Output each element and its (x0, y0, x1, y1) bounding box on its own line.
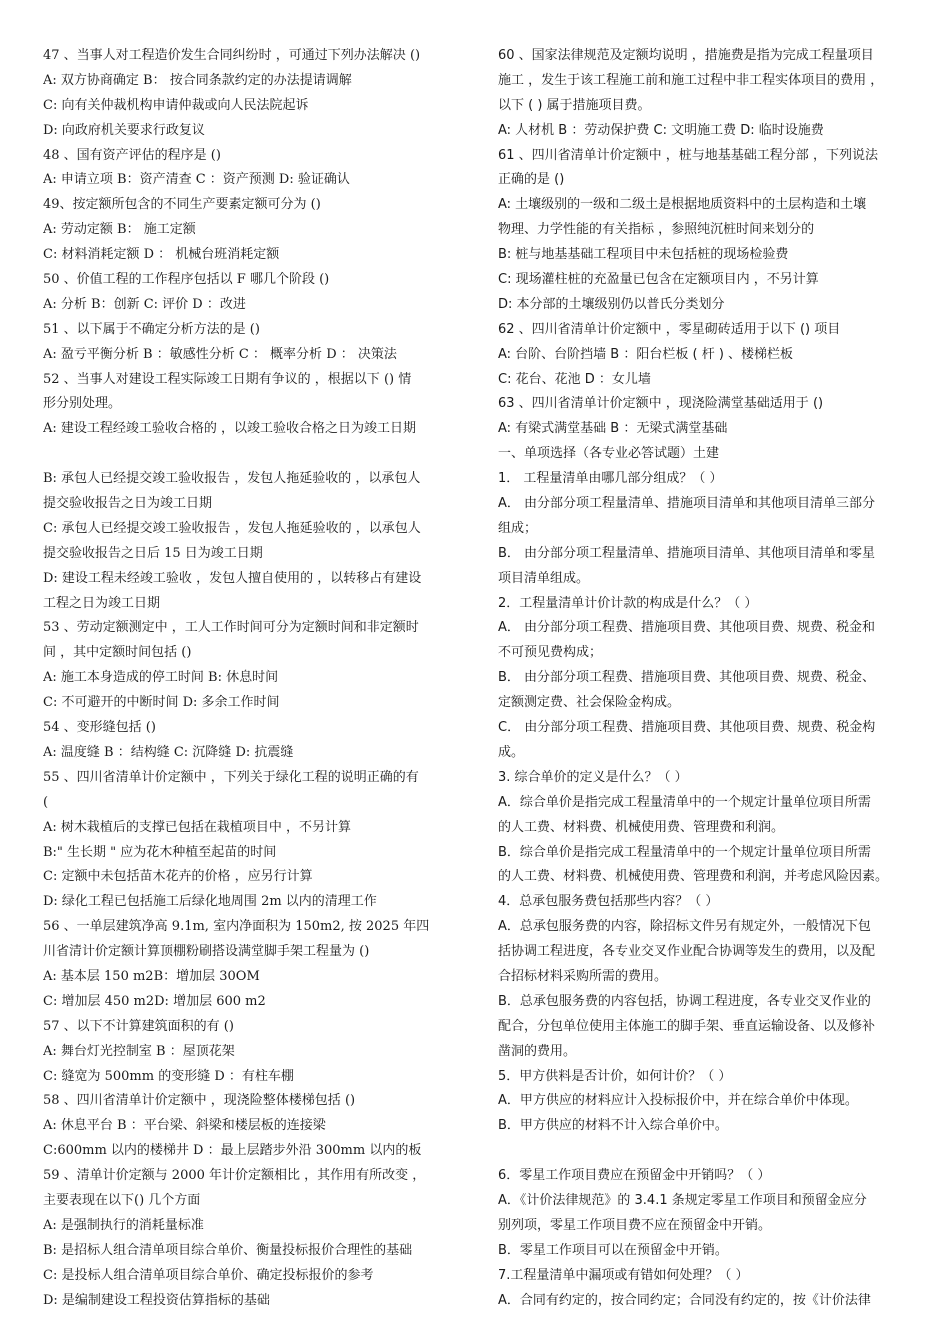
text-line: A: 建设工程经竣工验收合格的 ，以竣工验收合格之日为竣工日期 (43, 421, 417, 437)
text-line: 49、按定额所包含的不同生产要素定额可分为 () (43, 197, 321, 213)
text-line: 施工 ，发生于该工程施工前和施工过程中非工程实体项目的费用 ， (498, 72, 884, 88)
text-line: 60 、国家法律规范及定额均说明 ，措施费是指为完成工程量项目 (498, 48, 874, 63)
text-line: 组成； (498, 520, 538, 536)
text-line: D: 是编制建设工程投资估算指标的基础 (43, 1292, 270, 1308)
text-line: A． 由分部分项工程量清单、措施项目清单和其他项目清单三部分 (498, 496, 876, 512)
text-line: 2．工程量清单计价计款的构成是什么？（ ） (498, 595, 758, 611)
text-line: D: 本分部的土壤级别仍以普氏分类划分 (498, 296, 725, 312)
text-line: C: 不可避开的中断时间 D: 多余工作时间 (43, 695, 280, 711)
text-line: ( (43, 794, 49, 810)
text-line: B: 是招标人组合清单项目综合单价、衡量投标报价合理性的基础 (43, 1242, 413, 1258)
text-line: 56 、一单层建筑净高 9.1m, 室内净面积为 150m2, 按 2025 年四 (43, 919, 430, 935)
text-line: C:600mm 以内的楼梯井 D ：最上层踏步外沿 300mm 以内的板 (43, 1143, 422, 1159)
text-line: B:" 生长期 " 应为花木种植至起苗的时间 (43, 844, 277, 860)
text-line: 一、单项选择（各专业必答试题）土建 (498, 446, 720, 462)
text-line (498, 1139, 922, 1164)
text-line: 6．零星工作项目费应在预留金中开销吗？（ ） (498, 1168, 771, 1184)
text-line: C: 花台、花池 D ：女儿墙 (498, 371, 651, 387)
text-line: C． 由分部分项工程费、措施项目费、其他项目费、规费、税金构 (498, 720, 876, 736)
text-line: 51 、以下属于不确定分析方法的是 () (43, 321, 260, 337)
text-line: A: 申请立项 B：资产清查 C ：资产预测 D: 验证确认 (43, 172, 350, 188)
text-line: 提交验收报告之日为竣工日期 (43, 496, 213, 512)
text-line: 工程之日为竣工日期 (43, 595, 161, 611)
text-line: 52 、当事人对建设工程实际竣工日期有争议的 ，根据以下 () 情 (43, 371, 412, 387)
text-line: B．甲方供应的材料不计入综合单价中。 (498, 1118, 728, 1134)
text-line: A: 树木栽植后的支撑已包括在栽植项目中 ，不另计算 (43, 819, 352, 835)
text-line: C: 缝宽为 500mm 的变形缝 D ：有柱车棚 (43, 1068, 294, 1084)
text-line: B． 由分部分项工程量清单、措施项目清单、其他项目清单和零星 (498, 545, 876, 561)
text-line: 3. 综合单价的定义是什么？（ ） (498, 769, 688, 785)
text-line: B．综合单价是指完成工程量清单中的一个规定计量单位项目所需 (498, 844, 871, 860)
text-line: 57 、以下不计算建筑面积的有 () (43, 1018, 234, 1034)
text-line: 1． 工程量清单由哪几部分组成？（ ） (498, 471, 723, 487)
text-line: 53 、劳动定额测定中 ，工人工作时间可分为定额时间和非定额时 (43, 620, 419, 636)
text-line: 47 、当事人对工程造价发生合同纠纷时 ，可通过下列办法解决 () (43, 48, 421, 63)
text-line: 5．甲方供料是否计价，如何计价？（ ） (498, 1068, 732, 1084)
text-line: 的人工费、材料费、机械使用费、管理费和利润。 (498, 819, 785, 835)
text-line: A: 台阶、台阶挡墙 B ：阳台栏板 ( 杆 ) 、楼梯栏板 (498, 346, 794, 362)
text-line: 54 、变形缝包括 () (43, 720, 156, 736)
text-line: 成。 (498, 744, 525, 760)
text-line: D: 绿化工程已包括施工后绿化地周围 2m 以内的清理工作 (43, 894, 377, 910)
text-line: A: 双方协商确定 B： 按合同条款约定的办法提请调解 (43, 72, 352, 88)
text-line: 4．总承包服务费包括那些内容？（ ） (498, 894, 719, 910)
text-line: 55 、四川省清单计价定额中 ，下列关于绿化工程的说明正确的有 (43, 769, 419, 785)
text-line: 正确的是 () (498, 172, 565, 188)
text-line: 7.工程量清单中漏项或有错如何处理？（ ） (498, 1267, 749, 1283)
text-line: A: 有梁式满堂基础 B ：无梁式满堂基础 (498, 421, 728, 437)
text-line: A: 温度缝 B ：结构缝 C: 沉降缝 D: 抗震缝 (43, 744, 294, 760)
text-line: A． 由分部分项工程费、措施项目费、其他项目费、规费、税金和 (498, 620, 876, 636)
text-line: B．零星工作项目可以在预留金中开销。 (498, 1242, 728, 1258)
text-line: A．合同有约定的，按合同约定；合同没有约定的，按《计价法律 (498, 1292, 871, 1308)
text-line: 62 、四川省清单计价定额中 ，零星砌砖适用于以下 () 项目 (498, 321, 841, 337)
text-line: 63 、四川省清单计价定额中 ，现浇险满堂基础适用于 () (498, 396, 824, 412)
text-line: A: 分析 B：创新 C: 评价 D ：改进 (43, 296, 246, 312)
left-column (43, 44, 463, 1313)
text-line: 主要表现在以下() 几个方面 (43, 1192, 201, 1208)
text-line: D: 建设工程未经竣工验收 ，发包人擅自使用的 ，以转移占有建设 (43, 570, 422, 586)
text-line: 以下 ( ) 属于措施项目费。 (498, 97, 651, 113)
text-line: A: 劳动定额 B： 施工定额 (43, 222, 196, 238)
text-line: C: 定额中未包括苗木花卉的价格 ，应另行计算 (43, 869, 313, 885)
text-line: A．甲方供应的材料应计入投标报价中，并在综合单价中体现。 (498, 1093, 858, 1109)
text-line: B: 桩与地基基础工程项目中未包括桩的现场检验费 (498, 247, 789, 263)
text-line: 凿洞的费用。 (498, 1043, 577, 1059)
text-line: 项目清单组成。 (498, 570, 590, 586)
text-line: C: 承包人已经提交竣工验收报告 ，发包人拖延验收的 ，以承包人 (43, 520, 421, 536)
text-line: A．综合单价是指完成工程量清单中的一个规定计量单位项目所需 (498, 794, 871, 810)
text-line: 59 、清单计价定额与 2000 年计价定额相比 ，其作用有所改变 ， (43, 1168, 426, 1184)
text-line: C: 增加层 450 m2D: 增加层 600 m2 (43, 993, 266, 1009)
text-line: 提交验收报告之日后 15 日为竣工日期 (43, 545, 263, 561)
text-line: A: 人材机 B ：劳动保护费 C: 文明施工费 D: 临时设施费 (498, 122, 824, 138)
text-line: 括协调工程进度，各专业交叉作业配合协调等发生的费用，以及配 (498, 944, 876, 960)
text-line: 48 、国有资产评估的程序是 () (43, 147, 221, 163)
text-line: D: 向政府机关要求行政复议 (43, 122, 205, 138)
text-line: 物理、力学性能的有关指标 ，参照纯沉桩时间来划分的 (498, 222, 815, 238)
text-line: A: 基本层 150 m2B：增加层 30OM (43, 968, 260, 984)
text-line: 川省清计价定额计算顶棚粉刷搭设满堂脚手架工程量为 () (43, 944, 370, 960)
text-line: C: 是投标人组合清单项目综合单价、确定投标报价的参考 (43, 1267, 374, 1283)
text-line: 配合，分包单位使用主体施工的脚手架、垂直运输设备、以及修补 (498, 1018, 876, 1034)
text-line: 间 ，其中定额时间包括 () (43, 645, 192, 661)
text-line: 合招标材料采购所需的费用。 (498, 968, 668, 984)
text-line: A: 盈亏平衡分析 B ：敏感性分析 C ： 概率分析 D ： 决策法 (43, 346, 397, 362)
text-line: C: 向有关仲裁机构申请仲裁或向人民法院起诉 (43, 97, 309, 113)
text-line: 形分别处理。 (43, 396, 122, 412)
text-line: A: 施工本身造成的停工时间 B: 休息时间 (43, 670, 279, 686)
text-line: B: 承包人已经提交竣工验收报告 ，发包人拖延验收的 ，以承包人 (43, 471, 421, 487)
text-line: A: 土壤级别的一级和二级土是根据地质资料中的土层构造和土壤 (498, 197, 867, 213)
text-line: 不可预见费构成； (498, 645, 603, 661)
text-line: B．总承包服务费的内容包括，协调工程进度，各专业交叉作业的 (498, 993, 871, 1009)
text-line: 别列项，零星工作项目费不应在预留金中开销。 (498, 1217, 772, 1233)
text-line: C: 现场灌柱桩的充盈量已包含在定额项目内 ，不另计算 (498, 272, 819, 288)
text-line: A．《计价法律规范》的 3.4.1 条规定零星工作项目和预留金应分 (498, 1192, 867, 1208)
text-line (43, 442, 463, 467)
text-line: 的人工费、材料费、机械使用费、管理费和利润，并考虑风险因素。 (498, 869, 889, 885)
text-line: B． 由分部分项工程费、措施项目费、其他项目费、规费、税金、 (498, 670, 876, 686)
text-line: 定额测定费、社会保险金构成。 (498, 695, 681, 711)
text-line: A: 是强制执行的消耗量标准 (43, 1217, 204, 1233)
text-line: A: 舞台灯光控制室 B ：屋顶花架 (43, 1043, 235, 1059)
text-line: C: 材料消耗定额 D ： 机械台班消耗定额 (43, 247, 280, 263)
text-line: A: 休息平台 B ：平台梁、斜梁和楼层板的连接梁 (43, 1118, 326, 1134)
text-line: 50 、价值工程的工作程序包括以 F 哪几个阶段 () (43, 272, 330, 288)
text-line: 58 、四川省清单计价定额中 ，现浇险整体楼梯包括 () (43, 1093, 356, 1109)
text-line: 61 、四川省清单计价定额中 ，桩与地基基础工程分部 ，下列说法 (498, 147, 878, 163)
right-column (498, 44, 922, 1313)
text-line: A．总承包服务费的内容，除招标文件另有规定外，一般情况下包 (498, 919, 871, 935)
